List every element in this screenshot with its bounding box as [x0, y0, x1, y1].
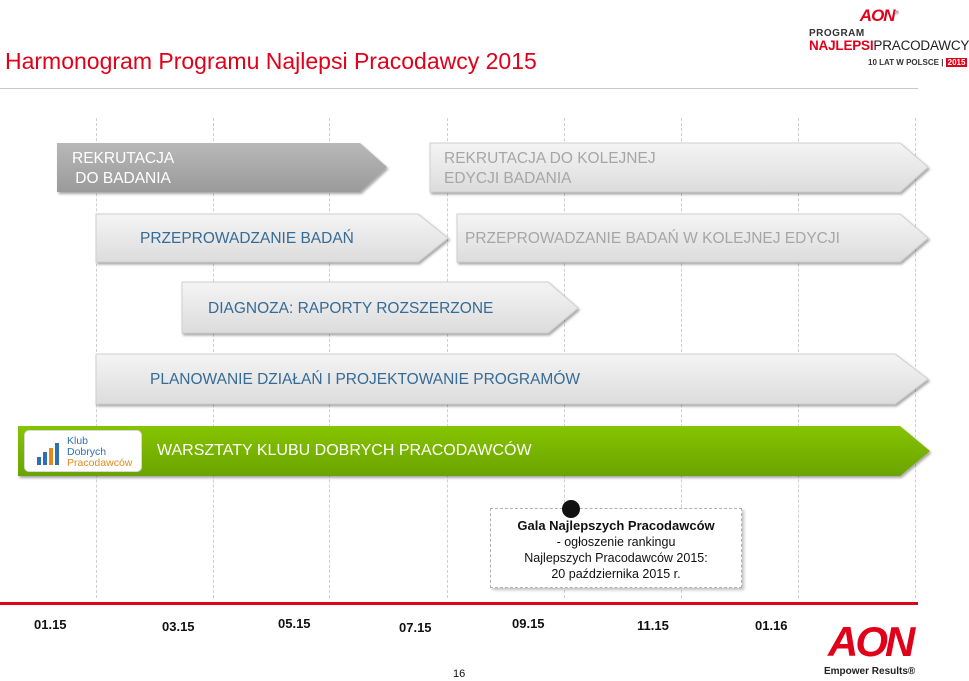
club-logo-text: Klub Dobrych Pracodawców	[67, 435, 133, 469]
label-rekrutacja-next: REKRUTACJA DO KOLEJNEJ EDYCJI BADANIA	[444, 150, 656, 188]
date-label: 01.16	[755, 618, 788, 633]
page-number: 16	[453, 668, 466, 680]
label-badania-next: PRZEPROWADZANIE BADAŃ W KOLEJNEJ EDYCJI	[465, 230, 840, 247]
date-label: 09.15	[512, 616, 545, 631]
program-logo-line2: NAJLEPSIPRACODAWCY	[809, 38, 969, 53]
gala-line: Najlepszych Pracodawców 2015:	[524, 551, 708, 565]
club-logo	[24, 430, 142, 472]
gala-date: 20 października 2015 r.	[551, 567, 681, 581]
label-planowanie: PLANOWANIE DZIAŁAŃ I PROJEKTOWANIE PROGRAMÓW	[150, 371, 581, 388]
timeline-axis	[0, 602, 918, 605]
aon-logo-mark: AON	[828, 618, 913, 665]
gala-marker	[562, 500, 580, 518]
page-title: Harmonogram Programu Najlepsi Pracodawcy 2015	[5, 48, 537, 74]
gala-title: Gala Najlepszych Pracodawców	[517, 518, 715, 533]
date-label: 11.15	[637, 618, 669, 633]
label-badania: PRZEPROWADZANIE BADAŃ	[140, 230, 354, 247]
program-logo-line3: 10 LAT W POLSCE | 2015	[868, 58, 966, 67]
program-logo-brand: AON®	[859, 6, 898, 25]
program-logo-line1: PROGRAM	[809, 28, 865, 39]
date-label: 07.15	[399, 620, 432, 635]
label-diagnoza: DIAGNOZA: RAPORTY ROZSZERZONE	[208, 300, 494, 317]
aon-tagline: Empower Results®	[824, 666, 916, 677]
date-label: 05.15	[278, 616, 311, 631]
date-label: 03.15	[162, 619, 195, 634]
club-bars-icon	[37, 443, 63, 465]
label-warsztaty: WARSZTATY KLUBU DOBRYCH PRACODAWCÓW	[157, 442, 532, 459]
label-rekrutacja: REKRUTACJA DO BADANIA	[72, 150, 175, 188]
gala-callout	[490, 508, 742, 588]
aon-logo	[820, 618, 930, 680]
date-label: 01.15	[34, 617, 67, 632]
gala-line: - ogłoszenie rankingu	[556, 535, 676, 549]
